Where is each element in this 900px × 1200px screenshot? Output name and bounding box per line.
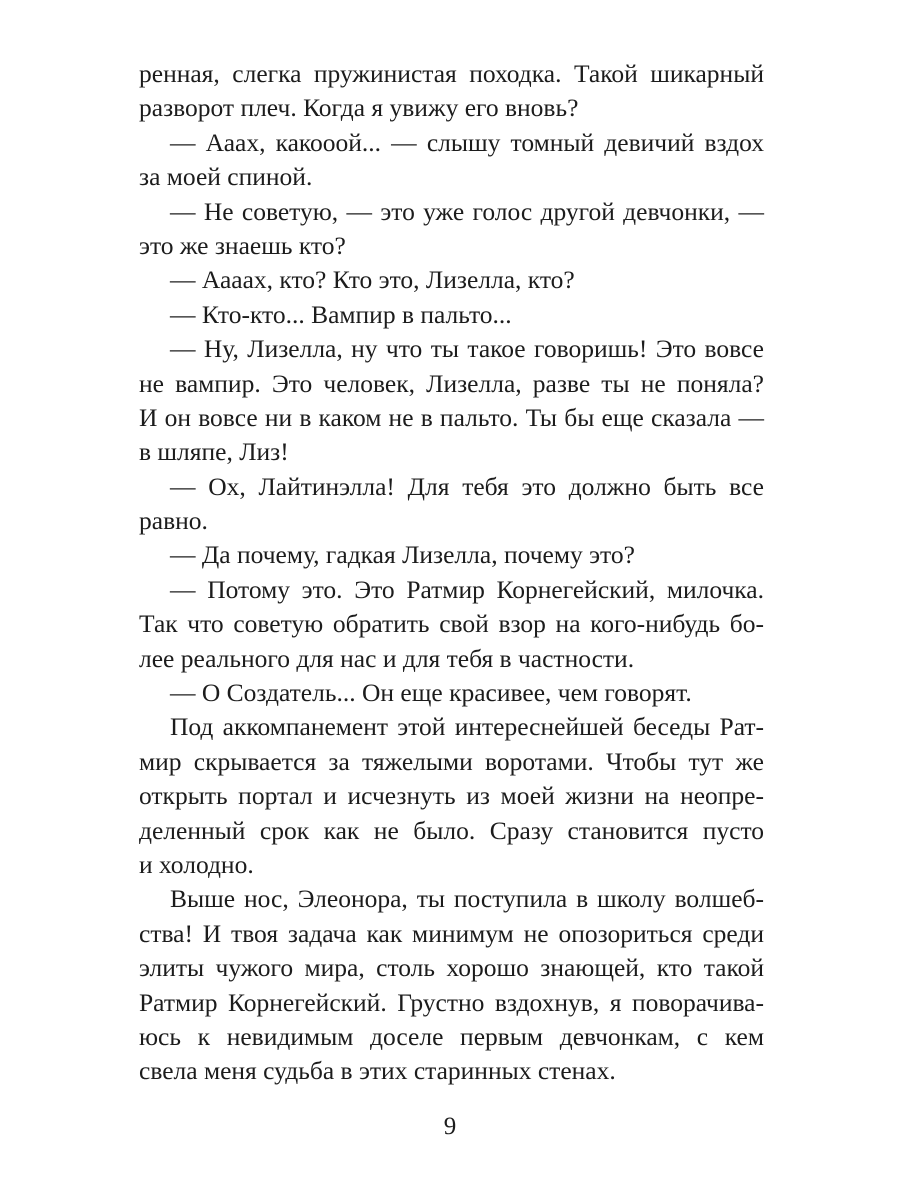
text-line: Под аккомпанемент этой интереснейшей беседы Рат- — [170, 712, 764, 742]
text-line: деленный срок как не было. Сразу становится пусто — [139, 815, 764, 845]
text-line: это же знаешь кто? — [139, 230, 346, 260]
text-line: не вампир. Это человек, Лизелла, разве ты не поняла? — [139, 368, 764, 398]
text-line: — Да почему, гадкая Лизелла, почему это? — [170, 540, 635, 570]
text-line: Ратмир Корнегейский. Грустно вздохнув, я поворачива- — [139, 987, 764, 1017]
text-line: элиты чужого мира, столь хорошо знающей, кто такой — [139, 953, 764, 983]
text-line: — Кто-кто... Вампир в пальто... — [170, 299, 512, 329]
text-line: открыть портал и исчезнуть из моей жизни на неопре- — [139, 781, 764, 811]
text-line: — Не советую, — это уже голос другой девчонки, — — [170, 196, 764, 226]
text-line: Так что советую обратить свой взор на кого-нибудь бо- — [139, 609, 764, 639]
text-line: ства! И твоя задача как минимум не опозориться среди — [139, 918, 764, 948]
text-line: лее реального для нас и для тебя в частности. — [139, 643, 635, 673]
text-line: юсь к невидимым доселе первым девчонкам, с кем — [139, 1021, 764, 1051]
text-line: свела меня судьба в этих старинных стенах. — [139, 1056, 616, 1086]
text-line: — Потому это. Это Ратмир Корнегейский, милочка. — [170, 574, 764, 604]
text-line: — Аааах, кто? Кто это, Лизелла, кто? — [170, 265, 575, 295]
text-line: ренная, слегка пружинистая походка. Такой шикарный — [139, 59, 764, 88]
text-line: разворот плеч. Когда я увижу его вновь? — [139, 93, 579, 123]
text-line: мир скрывается за тяжелыми воротами. Чтобы тут же — [139, 746, 764, 776]
text-line: — Ну, Лизелла, ну что ты такое говоришь! Это вовсе — [170, 334, 764, 364]
text-line: за моей спиной. — [139, 162, 313, 192]
text-line: Выше нос, Элеонора, ты поступила в школу волшеб- — [170, 884, 764, 914]
text-line: — О Создатель... Он еще красивее, чем говорят. — [170, 678, 692, 708]
text-line: И он вовсе ни в каком не в пальто. Ты бы еще сказала — — [139, 402, 764, 432]
text-line: — Ааах, какооой... — слышу томный девичий вздох — [170, 127, 764, 157]
text-line: равно. — [139, 506, 208, 536]
page-number: 9 — [443, 1113, 457, 1140]
text-line: и холодно. — [139, 849, 254, 879]
text-line: в шляпе, Лиз! — [139, 437, 289, 467]
body-text — [139, 57, 764, 1089]
text-line: — Ох, Лайтинэлла! Для тебя это должно быть все — [170, 471, 764, 501]
